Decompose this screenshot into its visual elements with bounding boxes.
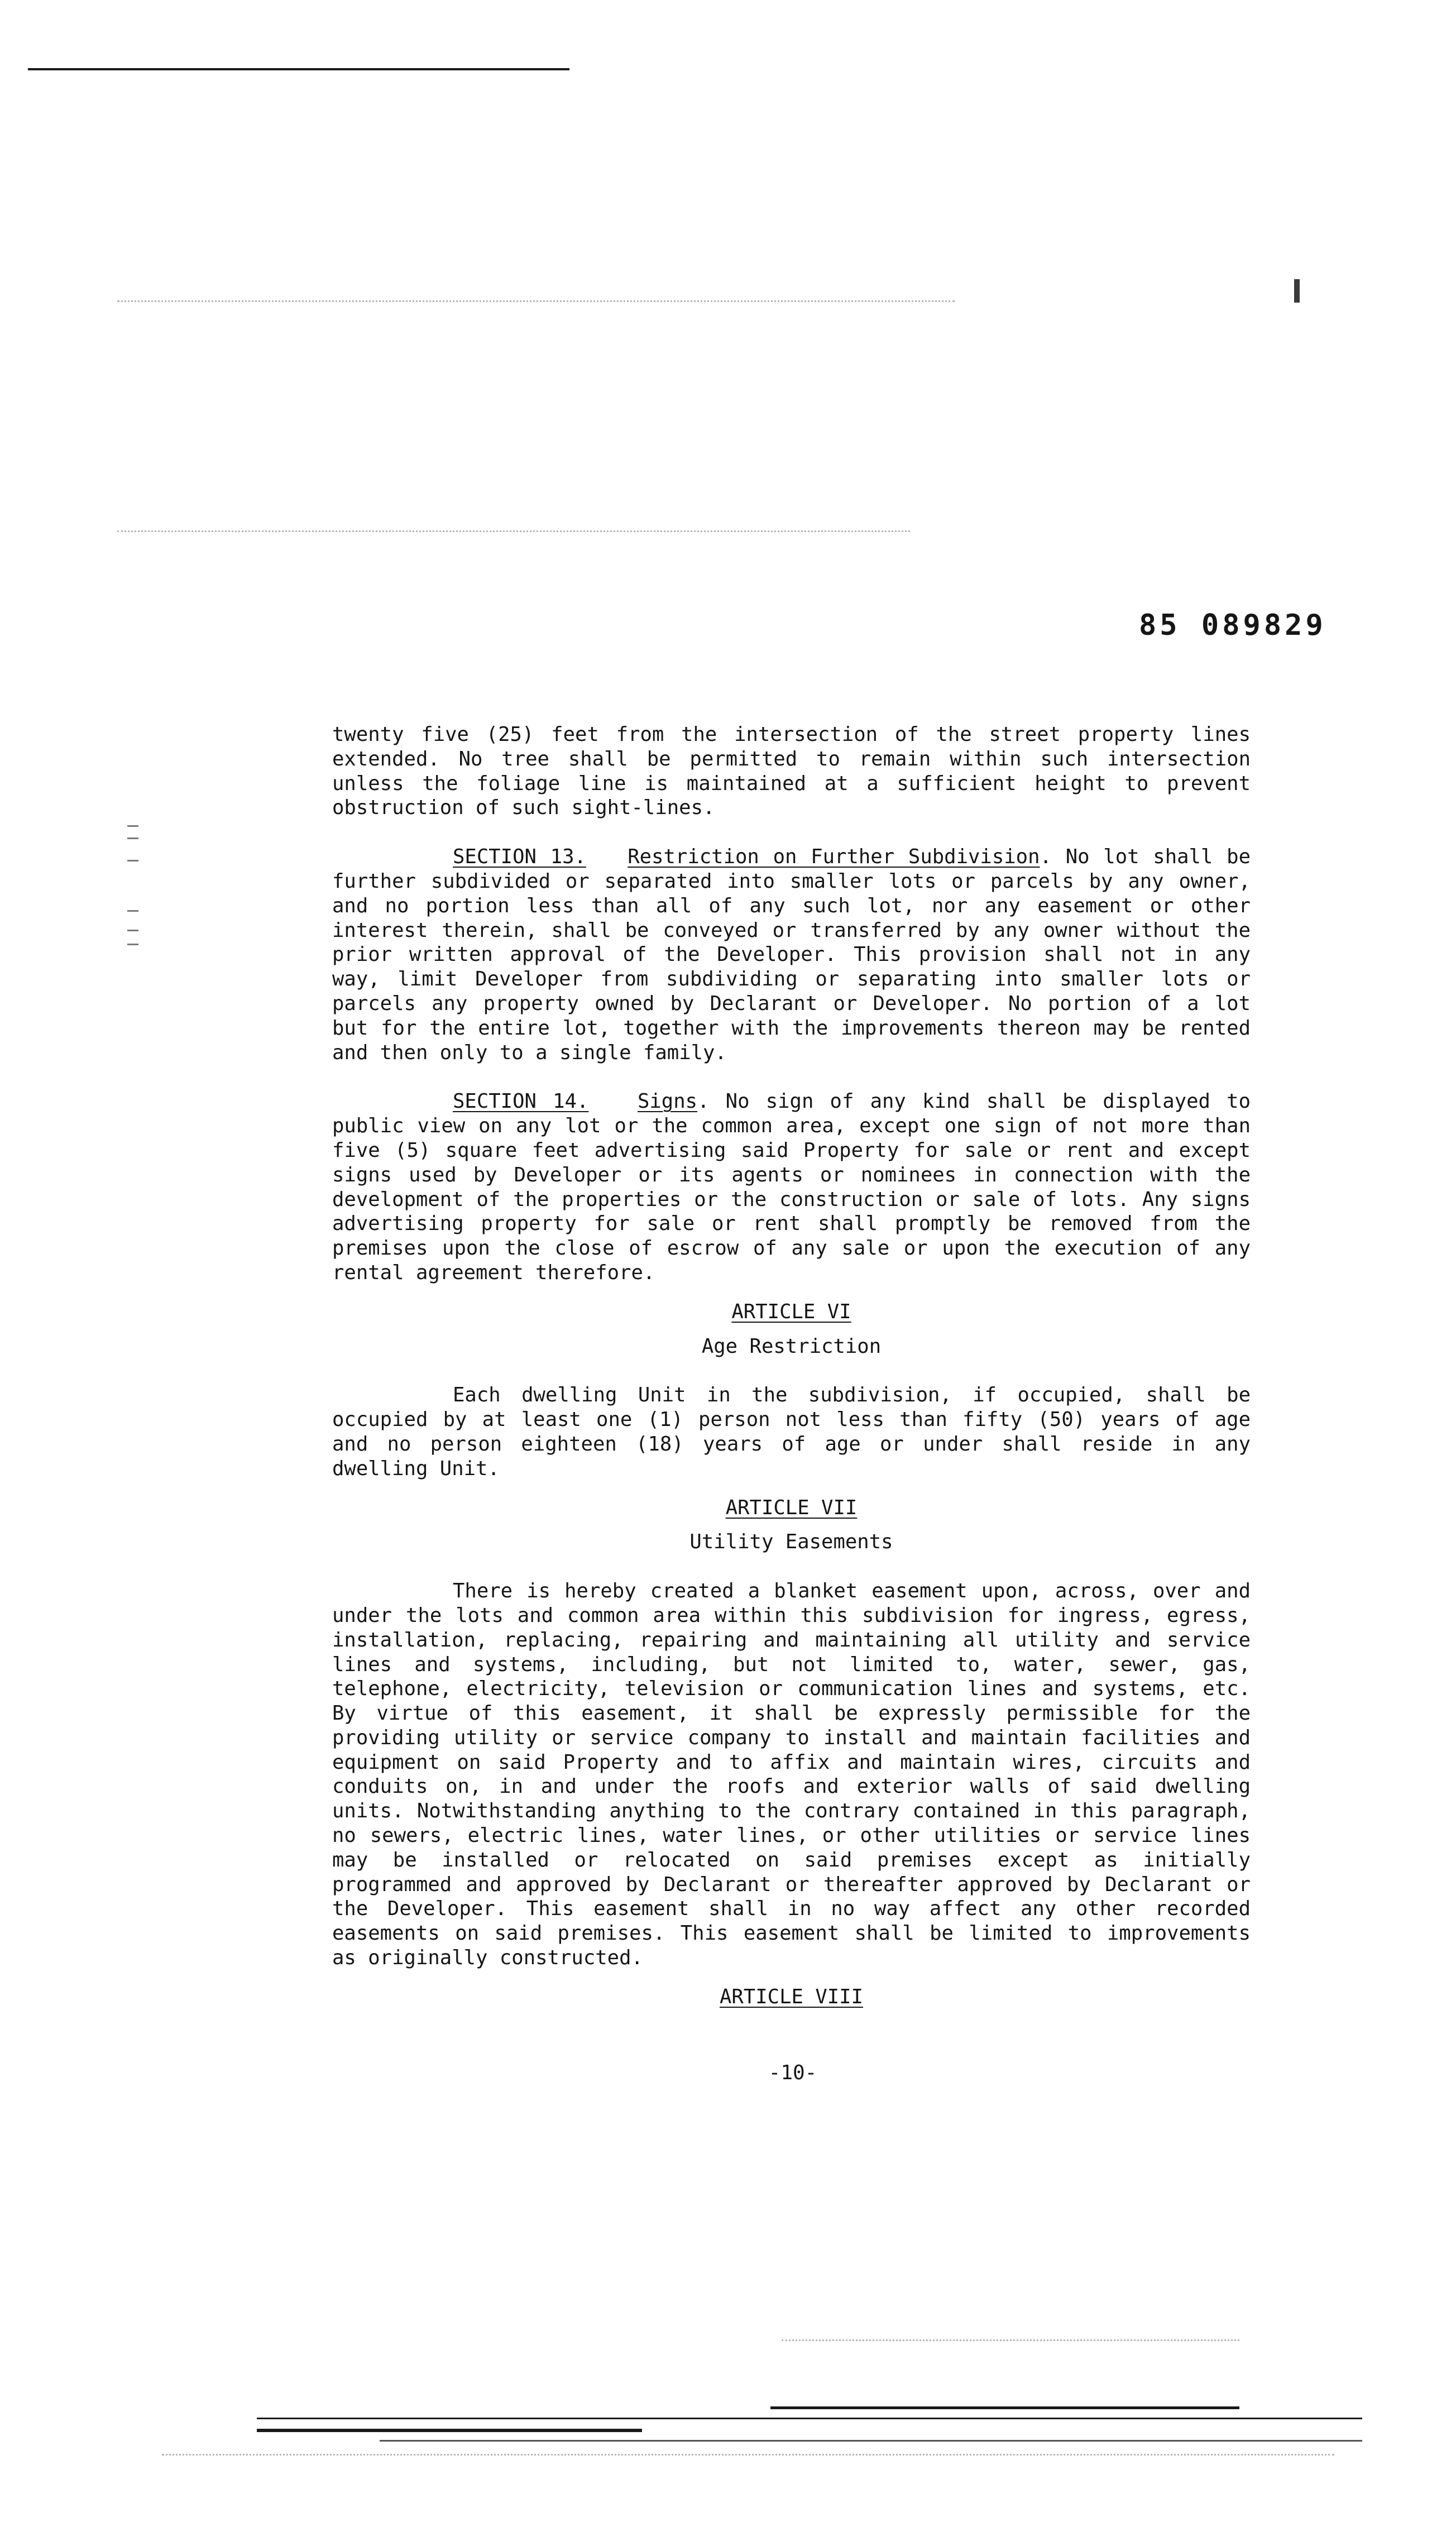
- article-7-title: Utility Easements: [689, 1530, 893, 1554]
- page-number: -10-: [768, 2061, 817, 2084]
- article-6-heading: [332, 1300, 1251, 1324]
- section-14-label: SECTION 14.: [453, 1090, 589, 1113]
- scan-artifact-top: [28, 68, 569, 70]
- scan-artifact-mark: [1294, 279, 1300, 303]
- document-body: [332, 722, 1251, 2009]
- margin-mark: [127, 860, 138, 862]
- margin-mark: [127, 838, 138, 839]
- section-13-paragraph: [332, 845, 1251, 1065]
- scan-artifact-bottom: [380, 2440, 1362, 2442]
- scan-artifact-bottom: [257, 2429, 642, 2432]
- section-14-title: Signs: [637, 1090, 698, 1113]
- scan-artifact-dots: [782, 2339, 1239, 2341]
- section-13-label: SECTION 13.: [453, 845, 586, 869]
- article-8-heading-text: ARTICLE VIII: [719, 1985, 864, 2008]
- article-6-paragraph: Each dwelling Unit in the subdivision, if occupied, shall be occupied by at least one (1) person not less than fifty (50) years of age and no person eighteen (18) years of age or under shall reside in any dwelling Unit.: [332, 1384, 1251, 1480]
- section-13-text: . No lot shall be further subdivided or separated into smaller lots or parcels by any owner, and no portion less than all of any such lot, nor any easement or other interest therein, shall be conveyed or transferred by any owner without the prior written approval of the Developer. This provision shall not in any way, limit Developer from subdividing or separating into smaller lots or parcels any property owned by Declarant or Developer. No portion of a lot but for the entire lot, together with the improvements thereon may be rented and then only to a single family.: [332, 845, 1251, 1064]
- scan-artifact-dots: [117, 530, 910, 532]
- section-14-paragraph: [332, 1089, 1251, 1285]
- scan-artifact-bottom: [770, 2406, 1239, 2409]
- article-7-paragraph: There is hereby created a blanket easement upon, across, over and under the lots and common area within this subdivision for ingress, egress, installation, replacing, repairing and maintaining all utility and service lines and systems, including, but not limited to, water, sewer, gas, telephone, electricity, television or communication lines and systems, etc. By virtue of this easement, it shall be expressly permissible for the providing utility or service company to install and maintain facilities and equipment on said Property and to affix and maintain wires, circuits and conduits on, in and under the roofs and exterior walls of said dwelling units. Notwithstanding anything to the contrary contained in this paragraph, no sewers, electric lines, water lines, or other utilities or service lines may be installed or relocated on said premises except as initially programmed and approved by Declarant or thereafter approved by Declarant or the Developer. This easement shall in no way affect any other recorded easements on said premises. This easement shall be limited to improvements as originally constructed.: [332, 1580, 1251, 1970]
- margin-mark: [127, 930, 138, 931]
- margin-mark: [127, 944, 138, 945]
- paragraph-sight-lines: twenty five (25) feet from the intersection of the street property lines extended. No tree shall be permitted to remain within such intersection unless the foliage line is maintained at a sufficient height to prevent obstruction of such sight-lines.: [332, 723, 1251, 820]
- scan-artifact-dots: [117, 300, 955, 302]
- section-14-text: . No sign of any kind shall be displayed to public view on any lot or the common area, except one sign of not more than five (5) square feet advertising said Property for sale or rent and except signs used by Developer or its agents or nominees in connection with the development of the properties or the construction or sale of lots. Any signs advertising property for sale or rent shall promptly be removed from the premises upon the close of escrow of any sale or upon the execution of any rental agreement therefore.: [332, 1090, 1251, 1284]
- scan-artifact-dots: [162, 2454, 1334, 2456]
- section-13-title: Restriction on Further Subdivision: [628, 845, 1040, 869]
- margin-mark: [127, 825, 138, 827]
- article-7-heading-text: ARTICLE VII: [725, 1496, 858, 1519]
- article-6-title: Age Restriction: [701, 1334, 882, 1358]
- scan-artifact-bottom: [257, 2418, 1362, 2419]
- article-8-heading: [332, 1985, 1251, 2009]
- margin-mark: [127, 910, 138, 912]
- document-number: 85 089829: [1139, 609, 1326, 642]
- article-7-heading: [332, 1496, 1251, 1520]
- article-6-heading-text: ARTICLE VI: [731, 1300, 851, 1323]
